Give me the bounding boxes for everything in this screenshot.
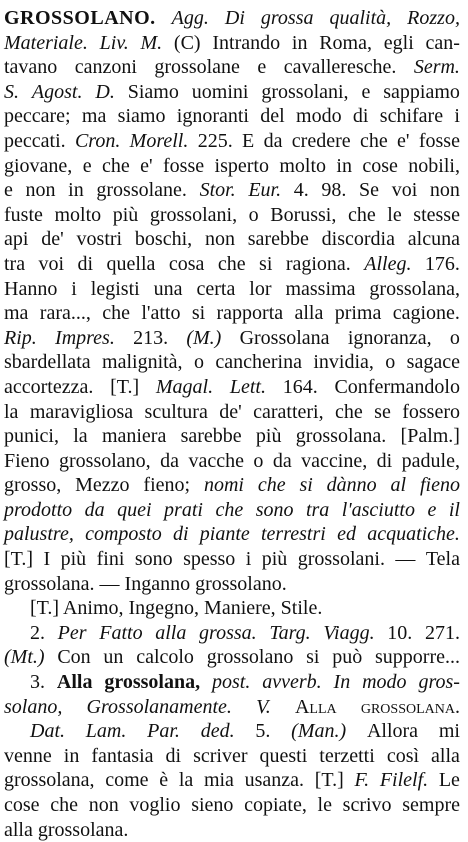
entry-word: quella: [106, 252, 156, 275]
entry-word: copiate,: [244, 794, 307, 816]
entry-word: grossolana,: [4, 769, 95, 792]
entry-line: [4, 6, 460, 31]
entry-word: i: [245, 548, 252, 571]
entry-word: Confermandolo: [334, 375, 460, 398]
dictionary-entry-grossolano: [4, 6, 460, 842]
entry-word: D.: [95, 80, 115, 103]
entry-word: un: [103, 646, 124, 669]
entry-word: più: [112, 203, 139, 226]
entry-word: la: [178, 769, 194, 792]
entry-word: canzoni: [74, 56, 137, 79]
entry-word: credere: [291, 129, 351, 152]
entry-word: Targ.: [269, 621, 311, 644]
entry-word: Alla: [56, 671, 93, 694]
entry-word: tavano: [4, 56, 58, 79]
entry-word: V.: [256, 695, 271, 718]
entry-word: Serm.: [413, 56, 460, 79]
entry-word: più: [261, 548, 288, 571]
entry-word: —: [395, 548, 416, 571]
entry-word: terzetti: [319, 744, 375, 767]
entry-line: [4, 129, 460, 154]
entry-word: peccati.: [4, 129, 66, 152]
entry-word: scultura: [144, 400, 208, 423]
entry-word: prati: [164, 498, 203, 521]
entry-word: fantasia: [91, 744, 154, 767]
entry-word: Par.: [147, 720, 180, 743]
entry-word: che: [102, 302, 130, 325]
entry-word: venne: [4, 744, 52, 767]
entry-word: rara...,: [39, 302, 91, 325]
entry-word: del: [260, 105, 285, 128]
entry-word: (Mt.): [4, 646, 45, 669]
entry-word: alla: [155, 621, 187, 644]
entry-word: e': [140, 154, 153, 177]
entry-word: cose: [362, 154, 398, 177]
entry-word: gros-: [418, 671, 460, 694]
entry-word: come: [105, 769, 149, 792]
entry-word: grossolana,: [369, 277, 460, 300]
entry-word: sagace: [406, 351, 460, 374]
entry-line: [4, 301, 460, 326]
entry-word: ignoranti: [176, 105, 249, 128]
entry-line: [T.] Animo, Ingegno, Maniere, Stile.: [30, 597, 323, 620]
entry-word: Morell.: [129, 129, 189, 152]
entry-word: (Man.): [291, 720, 347, 743]
entry-word: la: [4, 400, 19, 423]
entry-word: grossolano: [206, 646, 294, 669]
entry-word: Per: [57, 621, 87, 644]
entry-line: [4, 227, 460, 252]
entry-word: che: [335, 400, 363, 423]
entry-word: nomi: [203, 474, 244, 497]
entry-word: grossa.: [199, 621, 257, 644]
entry-word: in: [336, 154, 352, 177]
entry-line: [4, 326, 460, 351]
entry-word: acquatiche.: [367, 523, 460, 546]
entry-word: di: [352, 105, 369, 128]
entry-word: ragiona.: [285, 252, 351, 275]
entry-word: nobili,: [408, 154, 460, 177]
entry-word: in: [291, 31, 308, 54]
entry-word: giovane,: [4, 154, 73, 177]
entry-word: ded.: [200, 720, 235, 743]
entry-line: [4, 375, 460, 400]
entry-word: Fieno: [4, 449, 50, 472]
entry-word: grossolano,: [59, 449, 151, 472]
entry-word: Grossolanamente.: [86, 695, 232, 718]
entry-word: non: [88, 794, 119, 816]
entry-word: grossolane: [154, 56, 240, 79]
entry-word: Filelf.: [379, 769, 429, 792]
entry-word: o: [385, 351, 396, 374]
entry-word: modo: [362, 671, 407, 694]
entry-word: l'asciutto: [341, 498, 415, 521]
entry-word: cavalleresche.: [283, 56, 397, 79]
entry-word: se: [374, 400, 391, 423]
entry-word: e: [361, 80, 371, 103]
entry-word: siamo: [117, 105, 166, 128]
entry-word: sempre: [402, 794, 460, 816]
entry-word: o: [193, 351, 204, 374]
entry-word: Agg.: [171, 7, 209, 29]
entry-word: invidia,: [313, 351, 374, 374]
entry-word: stesse: [413, 203, 460, 226]
entry-word: sbardellata: [4, 351, 91, 374]
entry-word: alla: [294, 302, 324, 325]
entry-word: l'atto: [141, 302, 181, 325]
entry-word: si: [306, 646, 320, 669]
entry-word: ma: [4, 302, 29, 325]
entry-line: [4, 31, 460, 56]
entry-word: il: [448, 498, 460, 521]
entry-word: e: [257, 56, 267, 79]
entry-line: [4, 719, 460, 744]
entry-word: GROSSOLANO.: [4, 7, 156, 29]
entry-word: ma: [81, 105, 107, 128]
entry-word: fuste: [4, 203, 43, 226]
entry-word: [Palm.]: [400, 425, 460, 448]
entry-word: maniera: [101, 425, 167, 448]
entry-word: schifare: [379, 105, 444, 128]
entry-word: post.: [212, 671, 251, 694]
entry-word: qualità,: [329, 7, 392, 29]
entry-word: Le: [438, 769, 460, 792]
entry-word: non: [429, 179, 460, 202]
entry-word: 176.: [424, 252, 460, 275]
entry-line: [4, 55, 460, 80]
entry-word: che: [359, 129, 388, 152]
entry-line: [4, 80, 460, 105]
entry-word: si: [191, 302, 206, 325]
entry-line: [4, 424, 460, 449]
entry-word: di: [77, 252, 94, 275]
entry-word: can-: [425, 31, 460, 54]
entry-word: non: [25, 179, 56, 202]
entry-word: 225.: [197, 129, 233, 152]
entry-word: cose: [4, 794, 40, 816]
entry-word: voglio: [129, 794, 181, 816]
entry-line: [4, 473, 460, 498]
entry-word: I: [43, 548, 51, 571]
entry-word: certa: [196, 277, 236, 300]
entry-word: sarebbe: [247, 228, 309, 251]
entry-word: Eur.: [248, 179, 282, 202]
entry-line: [4, 449, 460, 474]
entry-word: alla: [431, 744, 460, 767]
entry-word: grossolana.: [295, 425, 387, 448]
entry-word: si: [299, 474, 313, 497]
entry-word: peccare;: [4, 105, 71, 128]
entry-word: al: [390, 474, 407, 497]
entry-line: [4, 277, 460, 302]
entry-word: tra: [4, 252, 26, 275]
entry-word: terrestri: [261, 523, 326, 546]
entry-word: cosa: [168, 252, 205, 275]
entry-word: vaccine,: [301, 449, 368, 472]
entry-word: discordia: [321, 228, 395, 251]
entry-word: ignoranza,: [347, 326, 432, 349]
entry-word: che: [101, 154, 130, 177]
entry-word: voi: [391, 179, 418, 202]
entry-word: usanza.: [244, 769, 305, 792]
entry-line: [4, 768, 460, 793]
entry-word: che: [217, 252, 246, 275]
entry-word: prima: [334, 302, 382, 325]
entry-word: di: [165, 744, 182, 767]
entry-word: lor: [249, 277, 272, 300]
entry-word: Grossolana: [239, 326, 330, 349]
entry-word: in: [68, 179, 84, 202]
entry-line: [4, 178, 460, 203]
entry-word: 2.: [30, 621, 45, 644]
entry-word: grosso,: [4, 474, 62, 497]
entry-line: [4, 621, 460, 646]
entry-word: fieno;: [143, 474, 191, 497]
entry-line: [4, 154, 460, 179]
entry-word: M.: [140, 31, 163, 54]
entry-word: 4.: [293, 179, 309, 202]
entry-word: Lett.: [229, 375, 266, 398]
entry-word: fieno: [419, 474, 460, 497]
entry-line: [4, 547, 460, 572]
entry-word: palustre,: [4, 523, 74, 546]
entry-word: Stor.: [199, 179, 236, 202]
entry-word: questi: [259, 744, 308, 767]
entry-word: calcolo: [136, 646, 194, 669]
entry-word: quei: [117, 498, 152, 521]
entry-line: [4, 695, 460, 720]
entry-word: di: [172, 523, 189, 546]
entry-word: così: [386, 744, 420, 767]
entry-line: [4, 203, 460, 228]
entry-word: fini: [96, 548, 125, 571]
entry-word: Cron.: [74, 129, 121, 152]
entry-word: E: [242, 129, 255, 152]
entry-word: tra: [305, 498, 330, 521]
entry-word: [T.]: [314, 769, 344, 792]
entry-word: da: [84, 498, 105, 521]
entry-word: grossolani,: [261, 80, 349, 103]
entry-word: Se: [359, 179, 380, 202]
entry-word: 164.: [282, 375, 318, 398]
entry-word: [T.]: [4, 548, 34, 571]
entry-word: (M.): [186, 326, 222, 349]
entry-word: grossolane.: [96, 179, 187, 202]
entry-word: che: [257, 474, 286, 497]
entry-word: padule,: [401, 449, 460, 472]
entry-word: supporre...: [375, 646, 460, 669]
entry-line: [4, 104, 460, 129]
entry-word: 271.: [424, 621, 460, 644]
entry-word: molto: [54, 203, 102, 226]
entry-word: Impres.: [55, 326, 115, 349]
entry-word: avverb.: [262, 671, 322, 694]
entry-word: grossolana.: [360, 695, 460, 718]
entry-word: Di: [224, 7, 245, 29]
entry-word: da: [272, 449, 292, 472]
entry-word: isperto: [214, 154, 269, 177]
entry-word: grossolana,: [104, 671, 201, 694]
entry-word: fosse: [418, 129, 460, 152]
entry-word: più: [60, 548, 87, 571]
entry-word: la: [73, 425, 88, 448]
entry-line: [4, 252, 460, 277]
entry-word: Agost.: [31, 80, 83, 103]
entry-word: de': [219, 400, 242, 423]
entry-word: (C): [173, 31, 201, 54]
entry-word: caratteri,: [253, 400, 324, 423]
entry-word: 5.: [255, 720, 271, 743]
entry-word: grossa: [260, 7, 314, 29]
entry-word: maravigliosa: [29, 400, 134, 423]
entry-word: da: [160, 449, 179, 472]
entry-word: è: [159, 769, 169, 792]
entry-word: di: [376, 449, 393, 472]
entry-word: fossero: [402, 400, 460, 423]
entry-word: in: [63, 744, 80, 767]
entry-word: Materiale.: [4, 31, 88, 54]
entry-line: [4, 744, 460, 769]
entry-word: spesso: [183, 548, 236, 571]
entry-word: Borussi,: [270, 203, 337, 226]
entry-word: dànno: [326, 474, 377, 497]
entry-word: Rozzo,: [407, 7, 460, 29]
entry-word: grossolani.: [297, 548, 385, 571]
entry-word: che: [215, 498, 244, 521]
entry-word: 3.: [30, 671, 45, 694]
entry-word: Tela: [425, 548, 460, 571]
entry-word: Allora: [366, 720, 419, 743]
entry-word: uomini: [191, 80, 249, 103]
entry-word: che: [347, 203, 376, 226]
entry-word: api: [4, 228, 29, 251]
entry-word: vostri: [76, 228, 123, 251]
entry-word: S.: [4, 80, 19, 103]
entry-word: In: [333, 671, 351, 694]
entry-line: [4, 670, 460, 695]
entry-word: egli: [383, 31, 414, 54]
entry-word: può: [332, 646, 363, 669]
entry-word: Alleg.: [364, 252, 412, 275]
entry-word: Viagg.: [323, 621, 375, 644]
entry-word: Dat.: [30, 720, 65, 743]
entry-word: prodotto: [4, 498, 73, 521]
entry-word: le: [387, 203, 402, 226]
entry-line: [4, 645, 460, 670]
entry-word: e': [397, 129, 410, 152]
entry-word: una: [153, 277, 183, 300]
entry-word: e: [4, 179, 13, 202]
entry-word: che: [50, 794, 78, 816]
entry-word: legisti: [90, 277, 140, 300]
entry-word: Intrando: [212, 31, 281, 54]
entry-word: mi: [438, 720, 460, 743]
entry-word: Siamo: [127, 80, 179, 103]
entry-word: 213.: [133, 326, 169, 349]
entry-word: i: [454, 105, 460, 128]
entry-word: Alla: [294, 695, 337, 718]
entry-line: [4, 498, 460, 523]
entry-word: Fatto: [99, 621, 143, 644]
entry-word: scriver: [193, 744, 248, 767]
entry-word: Roma,: [319, 31, 372, 54]
entry-word: cancherina: [215, 351, 302, 374]
entry-word: si: [259, 252, 273, 275]
entry-word: da: [263, 129, 283, 152]
entry-word: o: [449, 326, 460, 349]
entry-word: massima: [285, 277, 356, 300]
entry-word: 98.: [321, 179, 347, 202]
entry-word: molto: [279, 154, 327, 177]
entry-word: sieno: [191, 794, 234, 816]
entry-word: sappiamo: [383, 80, 460, 103]
entry-word: [T.]: [110, 375, 140, 398]
entry-word: cagione.: [392, 302, 460, 325]
entry-word: Mezzo: [75, 474, 130, 497]
entry-word: punici,: [4, 425, 59, 448]
entry-word: vacche: [188, 449, 244, 472]
entry-line: [4, 400, 460, 425]
entry-word: Con: [57, 646, 91, 669]
entry-word: Liv.: [99, 31, 129, 54]
entry-word: o: [248, 203, 259, 226]
entry-word: modo: [296, 105, 342, 128]
entry-line: grossolana. — Inganno grossolano.: [4, 572, 287, 595]
entry-line: alla grossolana.: [4, 818, 129, 841]
entry-word: sarebbe: [180, 425, 242, 448]
entry-word: F.: [354, 769, 370, 792]
entry-word: o: [253, 449, 264, 472]
entry-word: solano,: [4, 695, 63, 718]
entry-word: più: [255, 425, 282, 448]
entry-word: alcuna: [407, 228, 460, 251]
entry-word: de': [41, 228, 64, 251]
entry-word: le: [317, 794, 332, 816]
entry-word: mia: [203, 769, 234, 792]
entry-word: 10.: [387, 621, 413, 644]
entry-word: ed: [337, 523, 356, 546]
entry-line: [4, 350, 460, 375]
entry-word: boschi,: [134, 228, 193, 251]
entry-word: rapporta: [216, 302, 284, 325]
entry-word: Rip.: [4, 326, 37, 349]
entry-word: e: [427, 498, 437, 521]
entry-word: e: [82, 154, 92, 177]
entry-word: Hanno: [4, 277, 58, 300]
entry-word: Magal.: [155, 375, 214, 398]
entry-word: malignità,: [102, 351, 183, 374]
entry-word: Lam.: [85, 720, 127, 743]
entry-word: non: [204, 228, 235, 251]
entry-word: composto: [85, 523, 162, 546]
entry-word: voi: [38, 252, 65, 275]
entry-word: fosse: [163, 154, 205, 177]
entry-word: grossolani,: [149, 203, 238, 226]
entry-word: piante: [199, 523, 250, 546]
entry-word: accortezza.: [4, 375, 94, 398]
entry-word: i: [71, 277, 77, 300]
entry-word: sono: [134, 548, 173, 571]
entry-word: sono: [255, 498, 294, 521]
entry-word: scrivo: [342, 794, 392, 816]
entry-line: [4, 522, 460, 547]
entry-line: [4, 793, 460, 818]
